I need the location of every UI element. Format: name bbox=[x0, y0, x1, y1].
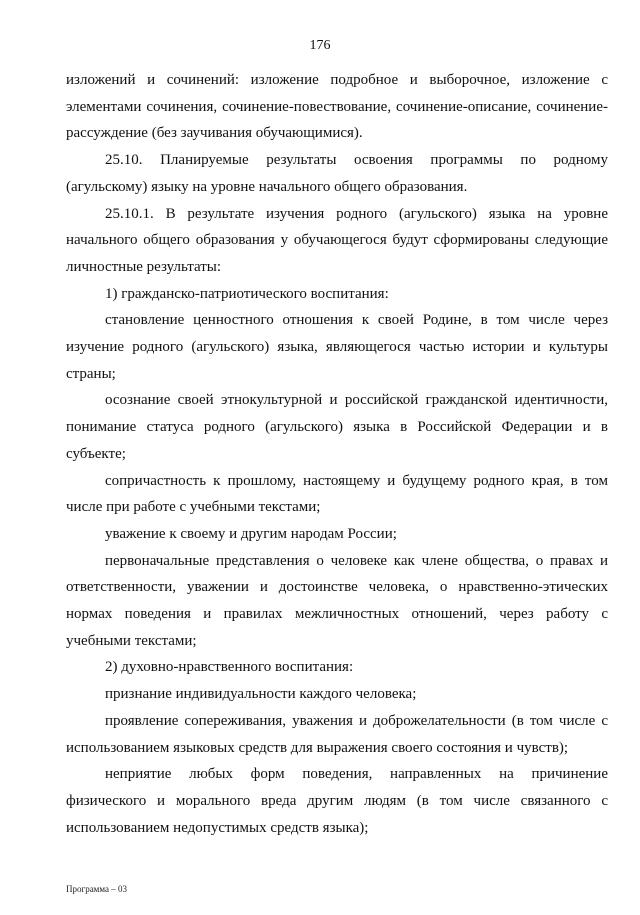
paragraph-civic-item-1: становление ценностного отношения к своей Родине, в том числе через изучение родного (агульского) языка, являющегося частью истории и культуры страны; bbox=[66, 312, 608, 382]
document-body bbox=[66, 67, 608, 841]
paragraph-section-25-10: 25.10. Планируемые результаты освоения программы по родному (агульскому) языку на уровне начального общего образования. bbox=[66, 152, 608, 195]
paragraph-civic-item-4: уважение к своему и другим народам России; bbox=[105, 525, 397, 542]
page-number: 176 bbox=[309, 38, 331, 53]
paragraph-civic-item-5: первоначальные представления о человеке как члене общества, о правах и ответственности, уважении и достоинстве человека, о нравственно-этических нормах поведения и правилах межличностных отношений, через работу с учебными текстами; bbox=[66, 552, 608, 649]
paragraph-civic-item-2: осознание своей этнокультурной и российской гражданской идентичности, понимание статуса родного (агульского) языка в Российской Федерации и в субъекте; bbox=[66, 392, 608, 462]
paragraph-moral-item-2: проявление сопереживания, уважения и доброжелательности (в том числе с использованием языковых средств для выражения своего состояния и чувств); bbox=[66, 712, 608, 756]
page-footer: Программа – 03 bbox=[66, 884, 128, 894]
paragraph-civic-heading: 1) гражданско-патриотического воспитания: bbox=[105, 285, 389, 302]
paragraph-moral-item-1: признание индивидуальности каждого человека; bbox=[105, 686, 417, 703]
paragraph-section-25-10-1: 25.10.1. В результате изучения родного (агульского) языка на уровне начального общего образования у обучающегося будут сформированы следующие личностные результаты: bbox=[66, 205, 608, 275]
paragraph-continuation: изложений и сочинений: изложение подробное и выборочное, изложение с элементами сочинения, сочинение-повествование, сочинение-описание, сочинение-рассуждение (без заучивания обучающимися). bbox=[66, 72, 608, 142]
paragraph-civic-item-3: сопричастность к прошлому, настоящему и будущему родного края, в том числе при работе с учебными текстами; bbox=[66, 472, 608, 516]
paragraph-moral-item-3: неприятие любых форм поведения, направленных на причинение физического и морального вреда другим людям (в том числе связанного с использованием недопустимых средств языка); bbox=[66, 766, 608, 836]
paragraph-moral-heading: 2) духовно-нравственного воспитания: bbox=[105, 659, 354, 676]
